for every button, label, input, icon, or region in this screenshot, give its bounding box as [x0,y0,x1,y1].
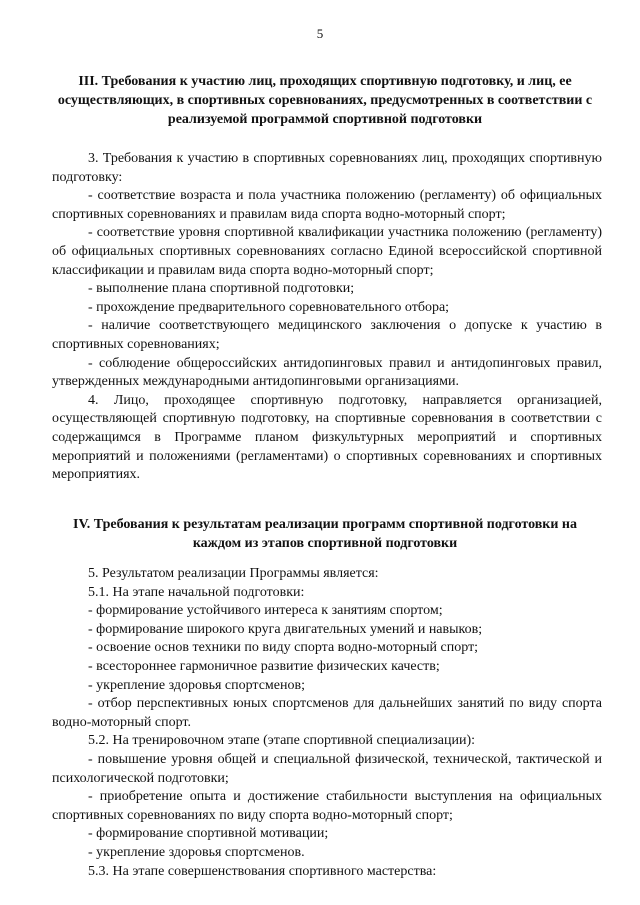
list-item: - формирование широкого круга двигательных умений и навыков; [88,621,483,637]
list-item: - выполнение плана спортивной подготовки; [88,281,355,297]
list-item: - укрепление здоровья спортсменов; [88,677,305,693]
section-4-heading: IV. Требования к результатам реализации программ спортивной подготовки на каждом из этапов спортивной подготовки [73,517,577,551]
list-item: - соответствие уровня спортивной квалификации участника положению (регламенту) об официальных спортивных соревнованиях согласно Единой всероссийской спортивной классификации и правилам вида спорта водно-моторный спорт; [52,225,602,278]
list-item: - укрепление здоровья спортсменов. [88,844,305,860]
list-item: - формирование спортивной мотивации; [88,826,329,842]
section-3-body [52,150,602,485]
page-number: 5 [316,26,324,41]
paragraph: 5. Результатом реализации Программы является: [88,566,379,581]
list-item: - освоение основ техники по виду спорта водно-моторный спорт; [88,640,479,656]
list-item: - наличие соответствующего медицинского заключения о допуске к участию в спортивных соревнованиях; [52,318,602,352]
section-4-body [52,565,602,881]
list-item: - отбор перспективных юных спортсменов для дальнейших занятий по виду спорта водно-моторный спорт. [52,696,602,730]
paragraph: 5.2. На тренировочном этапе (этапе спортивной специализации): [88,733,476,749]
list-item: - соответствие возраста и пола участника положению (регламенту) об официальных спортивных соревнованиях и правилам вида спорта водно-моторный спорт; [52,188,602,222]
paragraph: 4. Лицо, проходящее спортивную подготовку, направляется организацией, осуществляющей спортивную подготовку, на спортивные соревнования в соответствии с содержащимся в Программе планом физкультурных мероприятий и спортивных мероприятий и положениями (регламентами) о спортивных соревнованиях и спортивных мероприятиях. [52,392,602,483]
list-item: - всестороннее гармоничное развитие физических качеств; [88,658,440,674]
section-3-heading: III. Требования к участию лиц, проходящих спортивную подготовку, и лиц, ее осуществляющих, в спортивных соревнованиях, предусмотренных в соответствии с реализуемой программой спортивной подготовки [57,74,593,127]
list-item: - приобретение опыта и достижение стабильности выступления на официальных спортивных соревнованиях по виду спорта водно-моторный спорт; [52,789,602,823]
list-item: - соблюдение общероссийских антидопинговых правил и антидопинговых правил, утвержденных международными антидопинговыми организациями. [52,355,602,390]
paragraph: 3. Требования к участию в спортивных соревнованиях лиц, проходящих спортивную подготовку: [52,151,602,185]
paragraph: 5.3. На этапе совершенствования спортивного мастерства: [88,863,437,879]
list-item: - повышение уровня общей и специальной физической, технической, тактической и психологической подготовки; [52,751,602,786]
paragraph: 5.1. На этапе начальной подготовки: [88,584,305,600]
list-item: - прохождение предварительного соревновательного отбора; [88,299,450,315]
list-item: - формирование устойчивого интереса к занятиям спортом; [88,603,443,619]
